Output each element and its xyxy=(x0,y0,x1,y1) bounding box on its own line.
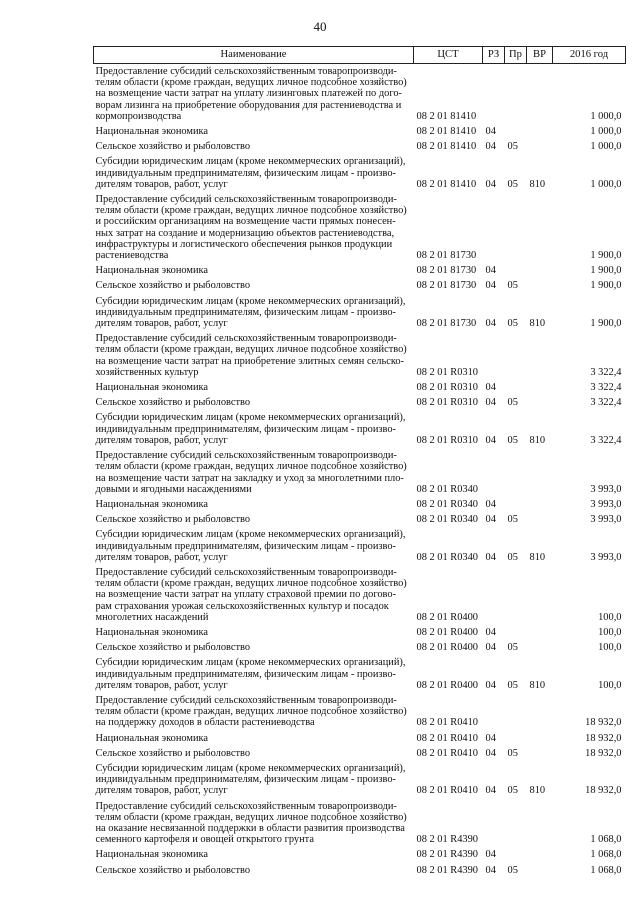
table-row xyxy=(94,761,626,799)
cell-vr xyxy=(527,380,553,395)
cell-sum: 1 068,0 xyxy=(590,864,622,876)
cell-pr xyxy=(505,192,527,263)
cell-name: Субсидии юридическим лицам (кроме некоммерческих организаций), индивидуальным предпринимателям, физическим лицам - произво-дителям товаров, работ, услуг xyxy=(95,295,406,330)
cell-pr: 05 xyxy=(507,551,518,563)
header-rz: РЗ xyxy=(483,47,505,64)
cell-cst: 08 2 01 R0410 xyxy=(416,747,478,759)
table-row xyxy=(94,448,626,497)
cell-pr: 05 xyxy=(507,318,518,330)
cell-rz: 04 xyxy=(485,280,496,292)
cell-pr: 05 xyxy=(507,679,518,691)
cell-vr: 810 xyxy=(529,434,546,446)
header-name: Наименование xyxy=(94,47,414,64)
table-body xyxy=(94,64,626,878)
table-row xyxy=(94,625,626,640)
cell-rz: 04 xyxy=(485,382,496,394)
cell-vr xyxy=(527,448,553,497)
cell-rz: 04 xyxy=(485,514,496,526)
cell-sum: 18 932,0 xyxy=(585,785,622,797)
cell-name: Предоставление субсидий сельскохозяйственным товаропроизводи-телям области (кроме граждан, ведущих личное подсобное хозяйство) на оказание несвязанной поддержки в области развития производства семенного картофеля и овощей открытого грунта xyxy=(95,800,407,846)
cell-cst: 08 2 01 R0310 xyxy=(416,397,478,409)
cell-sum: 3 993,0 xyxy=(590,498,622,510)
table-row xyxy=(94,192,626,263)
cell-rz: 04 xyxy=(485,178,496,190)
cell-name: Национальная экономика xyxy=(95,732,209,744)
cell-name: Сельское хозяйство и рыболовство xyxy=(95,514,251,526)
cell-vr xyxy=(527,847,553,862)
cell-pr: 05 xyxy=(507,280,518,292)
cell-pr: 05 xyxy=(507,747,518,759)
cell-cst: 08 2 01 R0400 xyxy=(416,679,478,691)
cell-rz: 04 xyxy=(485,864,496,876)
cell-cst: 08 2 01 R0340 xyxy=(416,498,478,510)
cell-sum: 100,0 xyxy=(598,679,622,691)
table-row xyxy=(94,139,626,154)
cell-cst: 08 2 01 R0340 xyxy=(416,483,478,495)
cell-vr xyxy=(527,746,553,761)
table-row xyxy=(94,746,626,761)
table-row xyxy=(94,527,626,565)
cell-vr xyxy=(527,263,553,278)
page-number: 40 xyxy=(313,19,327,34)
table-row xyxy=(94,863,626,878)
table-row xyxy=(94,410,626,448)
cell-pr: 05 xyxy=(507,141,518,153)
cell-cst: 08 2 01 R0310 xyxy=(416,382,478,394)
cell-rz: 04 xyxy=(485,397,496,409)
cell-cst: 08 2 01 R0400 xyxy=(416,626,478,638)
table-row xyxy=(94,512,626,527)
cell-sum: 1 900,0 xyxy=(590,250,622,262)
table-row xyxy=(94,731,626,746)
cell-vr xyxy=(527,395,553,410)
cell-cst: 08 2 01 R0340 xyxy=(416,551,478,563)
cell-pr xyxy=(505,799,527,848)
cell-rz: 04 xyxy=(485,265,496,277)
cell-rz xyxy=(483,565,505,625)
cell-name: Сельское хозяйство и рыболовство xyxy=(95,864,251,876)
table-row xyxy=(94,799,626,848)
header-year: 2016 год xyxy=(553,47,626,64)
cell-cst: 08 2 01 R4390 xyxy=(416,864,478,876)
table-row xyxy=(94,693,626,731)
cell-sum: 3 322,4 xyxy=(590,366,622,378)
cell-rz: 04 xyxy=(485,747,496,759)
cell-cst: 08 2 01 81730 xyxy=(416,318,477,330)
cell-rz: 04 xyxy=(485,732,496,744)
cell-sum: 3 322,4 xyxy=(590,382,622,394)
cell-vr xyxy=(527,799,553,848)
cell-vr xyxy=(527,863,553,878)
cell-sum: 3 322,4 xyxy=(590,434,622,446)
cell-name: Предоставление субсидий сельскохозяйственным товаропроизводи-телям области (кроме граждан, ведущих личное подсобное хозяйство) на возмещение части затрат на уплату лизинговых платежей по дого-ворам лизинга на приобретение оборудования для растениеводства и кормопроизводства xyxy=(95,66,407,122)
cell-name: Национальная экономика xyxy=(95,498,209,510)
cell-name: Субсидии юридическим лицам (кроме некоммерческих организаций), индивидуальным предпринимателям, физическим лицам - произво-дителям товаров, работ, услуг xyxy=(95,529,406,563)
cell-rz: 04 xyxy=(485,551,496,563)
cell-pr xyxy=(505,847,527,862)
cell-vr xyxy=(527,497,553,512)
cell-name: Национальная экономика xyxy=(95,382,209,394)
cell-sum: 18 932,0 xyxy=(585,717,622,729)
cell-vr xyxy=(527,640,553,655)
cell-vr xyxy=(527,331,553,380)
cell-pr: 05 xyxy=(507,397,518,409)
budget-table xyxy=(93,46,626,878)
cell-vr: 810 xyxy=(529,318,546,330)
cell-vr xyxy=(527,278,553,293)
cell-pr: 05 xyxy=(507,178,518,190)
cell-vr xyxy=(527,512,553,527)
cell-rz: 04 xyxy=(485,141,496,153)
cell-rz: 04 xyxy=(485,785,496,797)
cell-pr: 05 xyxy=(507,514,518,526)
cell-name: Сельское хозяйство и рыболовство xyxy=(95,642,251,654)
table-row xyxy=(94,154,626,192)
cell-cst: 08 2 01 81730 xyxy=(416,280,477,292)
cell-rz xyxy=(483,192,505,263)
cell-cst: 08 2 01 R0410 xyxy=(416,732,478,744)
cell-rz: 04 xyxy=(485,318,496,330)
cell-vr xyxy=(527,124,553,139)
table-row xyxy=(94,124,626,139)
cell-pr: 05 xyxy=(507,434,518,446)
cell-sum: 3 322,4 xyxy=(590,397,622,409)
cell-name: Предоставление субсидий сельскохозяйственным товаропроизводи-телям области (кроме граждан, ведущих личное подсобное хозяйство) на возмещение части затрат на приобретение элитных семян сельско-хозяйственных культур xyxy=(95,333,407,378)
cell-rz: 04 xyxy=(485,126,496,138)
cell-pr xyxy=(505,380,527,395)
cell-name: Национальная экономика xyxy=(95,126,209,138)
cell-rz: 04 xyxy=(485,849,496,861)
cell-pr xyxy=(505,331,527,380)
cell-pr xyxy=(505,693,527,731)
cell-pr xyxy=(505,731,527,746)
table-row xyxy=(94,64,626,125)
cell-cst: 08 2 01 R0340 xyxy=(416,514,478,526)
cell-name: Предоставление субсидий сельскохозяйственным товаропроизводи-телям области (кроме граждан, ведущих личное подсобное хозяйство) и российским организациям на возмещение части прямых понесен-ных затрат на создание и модернизацию объектов растениеводства, инфраструктуры и логистического обеспечения рынков продукции растениеводства xyxy=(95,194,407,262)
cell-vr: 810 xyxy=(529,679,546,691)
cell-vr: 810 xyxy=(529,785,546,797)
cell-cst: 08 2 01 R0310 xyxy=(416,366,478,378)
cell-cst: 08 2 01 R0400 xyxy=(416,611,478,623)
cell-name: Предоставление субсидий сельскохозяйственным товаропроизводи-телям области (кроме граждан, ведущих личное подсобное хозяйство) на возмещение части затрат на уплату страховой премии по догово-рам страхования урожая сельскохозяйственных культур и посадок многолетних насаждений xyxy=(95,566,407,623)
cell-rz: 04 xyxy=(485,642,496,654)
cell-name: Сельское хозяйство и рыболовство xyxy=(95,747,251,759)
cell-vr xyxy=(527,693,553,731)
cell-rz xyxy=(483,331,505,380)
cell-rz xyxy=(483,799,505,848)
cell-name: Сельское хозяйство и рыболовство xyxy=(95,280,251,292)
cell-sum: 3 993,0 xyxy=(590,551,622,563)
cell-vr xyxy=(527,139,553,154)
cell-vr xyxy=(527,565,553,625)
cell-cst: 08 2 01 81730 xyxy=(416,265,477,277)
cell-sum: 1 068,0 xyxy=(590,834,622,846)
table-row xyxy=(94,380,626,395)
cell-sum: 100,0 xyxy=(598,642,622,654)
cell-pr xyxy=(505,625,527,640)
cell-rz xyxy=(483,693,505,731)
table-row xyxy=(94,263,626,278)
cell-vr xyxy=(527,64,553,125)
cell-cst: 08 2 01 R0410 xyxy=(416,785,478,797)
cell-vr: 810 xyxy=(529,551,546,563)
cell-rz: 04 xyxy=(485,498,496,510)
cell-name: Национальная экономика xyxy=(95,265,209,277)
header-cst: ЦСТ xyxy=(414,47,483,64)
cell-cst: 08 2 01 R0310 xyxy=(416,434,478,446)
table-row xyxy=(94,640,626,655)
cell-pr xyxy=(505,565,527,625)
cell-pr: 05 xyxy=(507,642,518,654)
cell-name: Сельское хозяйство и рыболовство xyxy=(95,141,251,153)
table-row xyxy=(94,294,626,332)
table-row xyxy=(94,395,626,410)
cell-pr xyxy=(505,448,527,497)
table-header xyxy=(94,47,626,64)
cell-sum: 1 000,0 xyxy=(590,126,622,138)
cell-sum: 3 993,0 xyxy=(590,514,622,526)
cell-sum: 1 068,0 xyxy=(590,849,622,861)
cell-pr xyxy=(505,497,527,512)
table-row xyxy=(94,497,626,512)
cell-sum: 100,0 xyxy=(598,626,622,638)
cell-sum: 18 932,0 xyxy=(585,747,622,759)
cell-vr xyxy=(527,731,553,746)
cell-pr xyxy=(505,124,527,139)
cell-name: Субсидии юридическим лицам (кроме некоммерческих организаций), индивидуальным предпринимателям, физическим лицам - произво-дителям товаров, работ, услуг xyxy=(95,762,406,797)
cell-name: Национальная экономика xyxy=(95,626,209,638)
cell-rz: 04 xyxy=(485,679,496,691)
cell-cst: 08 2 01 R4390 xyxy=(416,849,478,861)
cell-rz: 04 xyxy=(485,434,496,446)
header-pr: Пр xyxy=(505,47,527,64)
cell-pr xyxy=(505,263,527,278)
cell-rz: 04 xyxy=(485,626,496,638)
cell-name: Субсидии юридическим лицам (кроме некоммерческих организаций), индивидуальным предпринимателям, физическим лицам - произво-дителям товаров, работ, услуг xyxy=(95,412,406,446)
cell-name: Субсидии юридическим лицам (кроме некоммерческих организаций), индивидуальным предпринимателям, физическим лицам - произво-дителям товаров, работ, услуг xyxy=(95,657,406,691)
cell-sum: 1 900,0 xyxy=(590,280,622,292)
table-row xyxy=(94,331,626,380)
cell-vr xyxy=(527,625,553,640)
cell-sum: 1 900,0 xyxy=(590,265,622,277)
cell-sum: 1 000,0 xyxy=(590,141,622,153)
table-row xyxy=(94,278,626,293)
cell-name: Субсидии юридическим лицам (кроме некоммерческих организаций), индивидуальным предпринимателям, физическим лицам - произво-дителям товаров, работ, услуг xyxy=(95,156,406,190)
cell-pr: 05 xyxy=(507,864,518,876)
table-row xyxy=(94,847,626,862)
cell-sum: 1 900,0 xyxy=(590,318,622,330)
table-row xyxy=(94,655,626,693)
cell-sum: 3 993,0 xyxy=(590,483,622,495)
cell-name: Предоставление субсидий сельскохозяйственным товаропроизводи-телям области (кроме граждан, ведущих личное подсобное хозяйство) на поддержку доходов в области растениеводства xyxy=(95,694,407,729)
cell-sum: 100,0 xyxy=(598,611,622,623)
cell-cst: 08 2 01 R0400 xyxy=(416,642,478,654)
cell-cst: 08 2 01 R4390 xyxy=(416,834,478,846)
cell-pr: 05 xyxy=(507,785,518,797)
table-row xyxy=(94,565,626,625)
cell-cst: 08 2 01 81410 xyxy=(416,178,477,190)
cell-cst: 08 2 01 81730 xyxy=(416,250,477,262)
cell-sum: 18 932,0 xyxy=(585,732,622,744)
cell-cst: 08 2 01 81410 xyxy=(416,141,477,153)
cell-rz xyxy=(483,64,505,125)
cell-sum: 1 000,0 xyxy=(590,110,622,122)
cell-cst: 08 2 01 R0410 xyxy=(416,717,478,729)
cell-cst: 08 2 01 81410 xyxy=(416,110,477,122)
header-vr: ВР xyxy=(527,47,553,64)
cell-vr: 810 xyxy=(529,178,546,190)
cell-rz xyxy=(483,448,505,497)
cell-name: Сельское хозяйство и рыболовство xyxy=(95,397,251,409)
cell-vr xyxy=(527,192,553,263)
cell-cst: 08 2 01 81410 xyxy=(416,126,477,138)
cell-pr xyxy=(505,64,527,125)
cell-name: Предоставление субсидий сельскохозяйственным товаропроизводи-телям области (кроме граждан, ведущих личное подсобное хозяйство) на возмещение части затрат на закладку и уход за многолетними пло-довыми и ягодными насаждениями xyxy=(95,450,407,495)
cell-name: Национальная экономика xyxy=(95,849,209,861)
cell-sum: 1 000,0 xyxy=(590,178,622,190)
